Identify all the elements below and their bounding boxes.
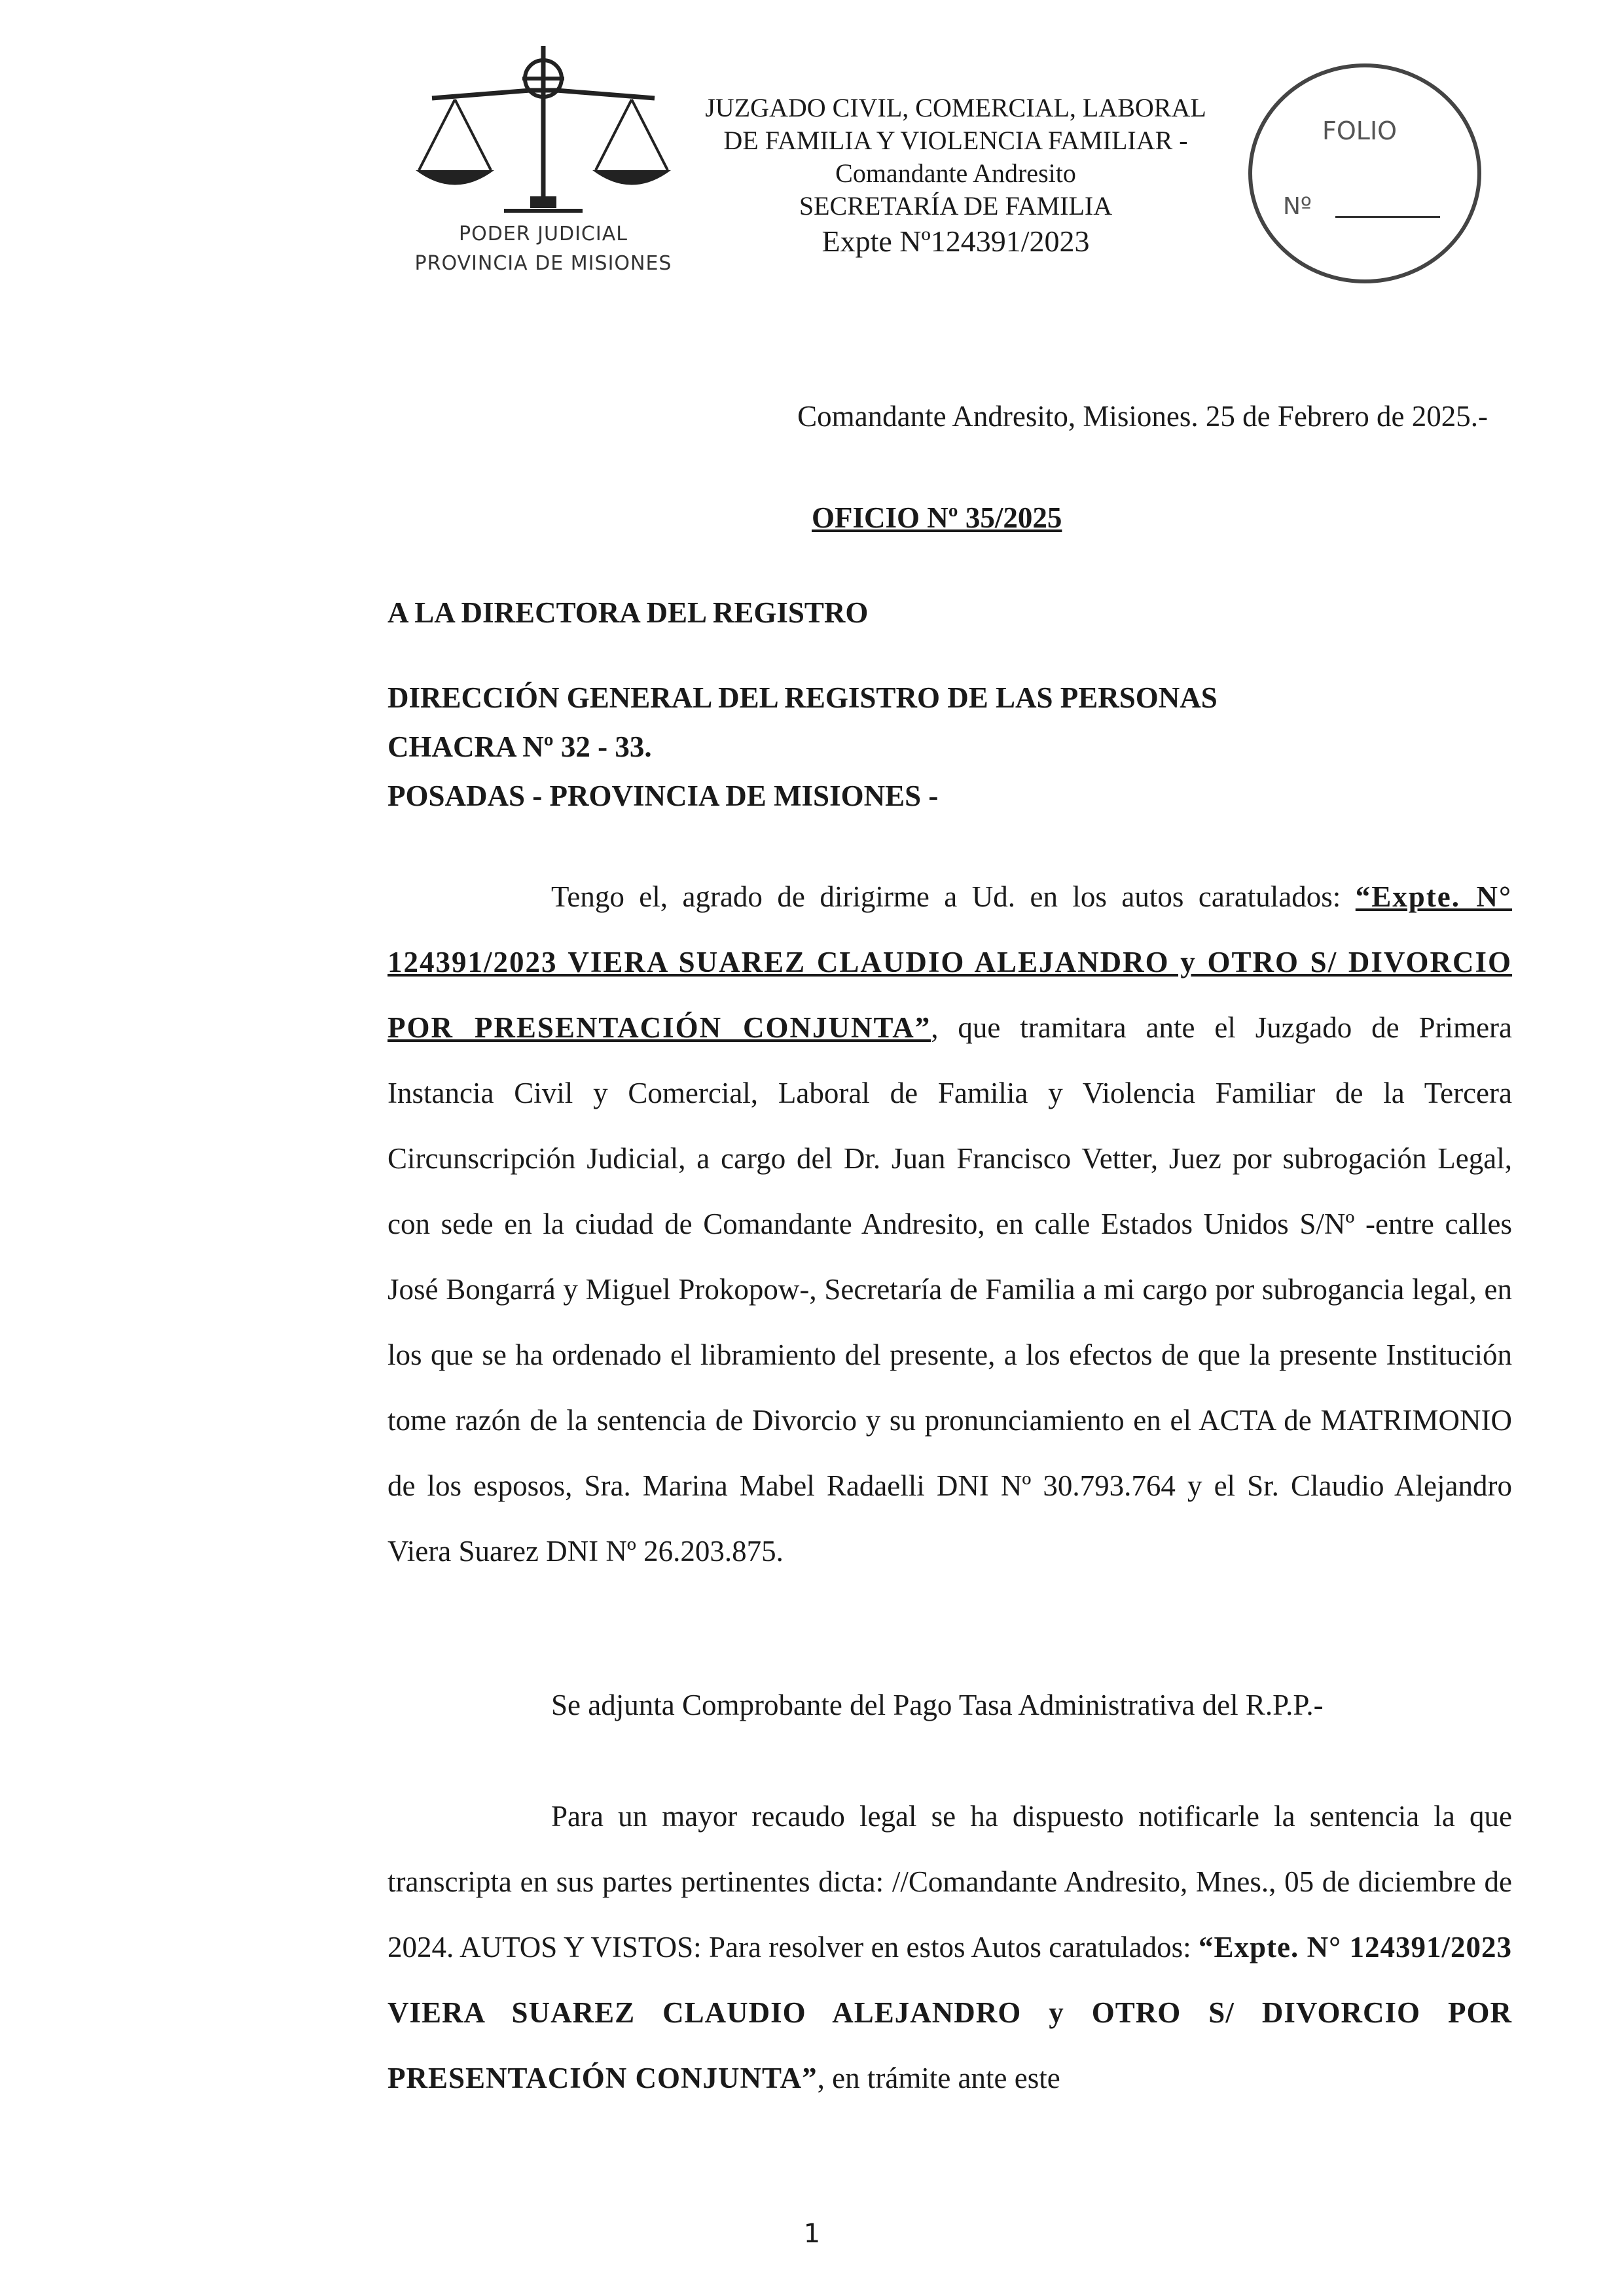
main-paragraph-body: , que tramitara ante el Juzgado de Primera Instancia Civil y Comercial, Laboral de Familia y Violencia Familiar de la Tercera Circunscripción Judicial, a cargo del Dr. Juan Francisco Vetter, Juez por subrogación Legal, con sede en la ciudad de Comandante Andresito, en calle Estados Unidos S/Nº -entre calles José Bongarrá y Miguel Prokopow-, Secretaría de Familia a mi cargo por subrogancia legal, en los que se ha ordenado el libramiento del presente, a los efectos de que la presente Institución tome razón de la sentencia de Divorcio y su pronunciamiento en el ACTA de MATRIMONIO de los esposos, Sra. Marina Mabel Radaelli DNI Nº 30.793.764 y el Sr. Claudio Alejandro Viera Suarez DNI Nº 26.203.875. bbox=[388, 1011, 1512, 1568]
addressee-line-4: POSADAS - PROVINCIA DE MISIONES - bbox=[388, 780, 939, 812]
judicial-scales-emblem bbox=[406, 39, 681, 295]
folio-label: FOLIO bbox=[1322, 117, 1398, 145]
main-paragraph bbox=[388, 864, 1512, 1584]
court-line-3: Comandante Andresito bbox=[835, 158, 1076, 188]
expte-number: Expte Nº124391/2023 bbox=[821, 224, 1090, 258]
notification-paragraph bbox=[388, 1784, 1512, 2111]
main-paragraph-intro: Tengo el, agrado de dirigirme a Ud. en los autos caratulados: bbox=[551, 880, 1356, 913]
addressee-line-3: CHACRA Nº 32 - 33. bbox=[388, 730, 652, 763]
court-line-2: DE FAMILIA Y VIOLENCIA FAMILIAR - bbox=[723, 126, 1188, 155]
court-header bbox=[655, 92, 1257, 260]
page-number: 1 bbox=[803, 2219, 821, 2249]
emblem-caption-line-2: PROVINCIA DE MISIONES bbox=[414, 252, 672, 275]
addressee-line-1: A LA DIRECTORA DEL REGISTRO bbox=[388, 596, 869, 629]
notification-case-title: “Expte. N° 124391/2023 VIERA SUAREZ CLAUDIO ALEJANDRO y OTRO S/ DIVORCIO POR PRESENTACIÓN CONJUNTA” bbox=[388, 1931, 1513, 2094]
court-line-1: JUZGADO CIVIL, COMERCIAL, LABORAL bbox=[705, 93, 1206, 122]
attachment-paragraph: Se adjunta Comprobante del Pago Tasa Administrativa del R.P.P.- bbox=[551, 1689, 1324, 1721]
folio-stamp bbox=[1240, 56, 1489, 291]
court-line-4: SECRETARÍA DE FAMILIA bbox=[799, 191, 1113, 221]
notification-intro: Para un mayor recaudo legal se ha dispuesto notificarle la sentencia la que transcripta en sus partes pertinentes dicta: //Comandante Andresito, Mnes., 05 de diciembre de 2024. AUTOS Y VISTOS: Para resolver en estos Autos caratulados: bbox=[388, 1800, 1512, 1964]
folio-number-line bbox=[1335, 216, 1440, 218]
folio-number-label: Nº bbox=[1283, 193, 1312, 220]
date-line: Comandante Andresito, Misiones. 25 de Febrero de 2025.- bbox=[797, 400, 1488, 433]
folio-circle-icon bbox=[1240, 56, 1489, 291]
emblem-caption-line-1: PODER JUDICIAL bbox=[459, 223, 628, 245]
case-title-underlined: “Expte. N° 124391/2023 VIERA SUAREZ CLAUDIO ALEJANDRO y OTRO S/ DIVORCIO POR PRESENTACIÓN CONJUNTA” bbox=[388, 880, 1513, 1044]
addressee-line-2: DIRECCIÓN GENERAL DEL REGISTRO DE LAS PERSONAS bbox=[388, 681, 1218, 714]
oficio-title: OFICIO Nº 35/2025 bbox=[812, 501, 1062, 534]
notification-tail: , en trámite ante este bbox=[817, 2062, 1060, 2094]
